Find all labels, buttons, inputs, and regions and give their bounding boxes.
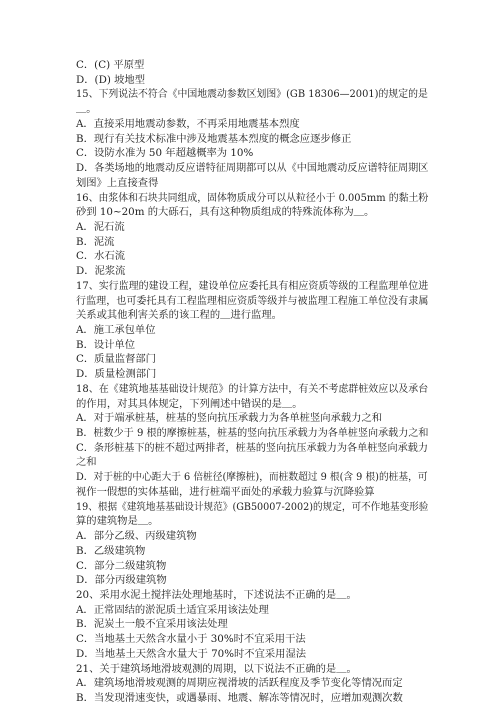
text-line: B．泥炭土一般不宜采用该法处理 bbox=[76, 618, 228, 631]
text-line: C．部分二级建筑物 bbox=[76, 559, 167, 572]
text-line: C．设防水准为 50 年超越概率为 10% bbox=[76, 147, 254, 160]
text-line: 19、根据《建筑地基基础设计规范》(GB50007-2002)的规定，可不作地基变形验 bbox=[76, 500, 429, 513]
text-line: D．各类场地的地震动反应谱特征周期都可以从《中国地震动反应谱特征周期区 bbox=[76, 162, 429, 174]
text-line: C．水石流 bbox=[76, 250, 126, 263]
text-line: 的作用，对其具体规定，下列阐述中错误的是＿。 bbox=[76, 397, 303, 410]
text-line: A．正常固结的淤泥质土适宜采用该法处理 bbox=[76, 603, 269, 616]
text-line: D．对于桩的中心距大于 6 倍桩径(摩擦桩)，而桩数超过 9 根(含 9 根)的桩基，可 bbox=[76, 471, 428, 484]
text-line: B．桩数少于 9 根的摩擦桩基，桩基的竖向抗压承载力为各单桩竖向承载力之和 bbox=[76, 427, 429, 439]
text-line: 行监理，也可委托具有工程监理相应资质等级并与被监理工程施工单位没有隶属 bbox=[76, 294, 429, 307]
text-line: 算的建筑物是＿。 bbox=[76, 515, 159, 528]
text-line: ＿。 bbox=[76, 103, 97, 116]
text-line: 之和 bbox=[76, 456, 97, 469]
text-line: 20、采用水泥土搅拌法处理地基时，下述说法不正确的是＿。 bbox=[76, 588, 357, 601]
text-line: 砂到 10~20m 的大砾石，具有这种物质组成的特殊流体称为＿。 bbox=[76, 206, 375, 219]
text-line: A．建筑场地滑坡观测的周期应视滑坡的活跃程度及季节变化等情况而定 bbox=[76, 677, 403, 690]
text-line: B．乙级建筑物 bbox=[76, 544, 146, 557]
text-line: 15、下列说法不符合《中国地震动参数区划图》(GB 18306—2001)的规定的是 bbox=[76, 88, 428, 101]
text-line: D．(D) 坡地型 bbox=[76, 73, 146, 86]
text-line: B．设计单位 bbox=[76, 338, 136, 351]
text-line: C．当地基土天然含水量小于 30%时不宜采用干法 bbox=[76, 633, 306, 646]
text-line: 关系或其他利害关系的该工程的＿进行监理。 bbox=[76, 309, 282, 322]
text-line: A．直接采用地震动参数，不再采用地震基本烈度 bbox=[76, 117, 300, 130]
text-line: A．施工承包单位 bbox=[76, 324, 156, 336]
text-line: 划图》上直接查得 bbox=[76, 176, 159, 189]
text-line: D．泥浆流 bbox=[76, 265, 126, 278]
text-line: B．当发现滑速变快，或遇暴雨、地震、解冻等情况时，应增加观测次数 bbox=[76, 692, 403, 704]
text-line: A．泥石流 bbox=[76, 220, 125, 233]
text-line: 21、关于建筑场地滑坡观测的周期，以下说法不正确的是＿。 bbox=[76, 662, 357, 675]
text-line: C．条形桩基下的桩不超过两排者，桩基的竖向抗压承载力为各单桩竖向承载力 bbox=[76, 441, 428, 454]
text-line: C．(C) 平原型 bbox=[76, 59, 145, 71]
text-line: D．质量检测部门 bbox=[76, 368, 157, 381]
text-line: A．对于端承桩基，桩基的竖向抗压承载力为各单桩竖向承载力之和 bbox=[76, 412, 383, 425]
text-line: C．质量监督部门 bbox=[76, 353, 156, 366]
text-line: A．部分乙级、丙级建筑物 bbox=[76, 530, 197, 542]
text-line: 视作一假想的实体基础，进行桩端平面处的承载力验算与沉降验算 bbox=[76, 485, 375, 498]
text-line: 18、在《建筑地基基础设计规范》的计算方法中，有关不考虑群桩效应以及承台 bbox=[76, 382, 429, 395]
text-line: D．部分丙级建筑物 bbox=[76, 574, 167, 587]
text-line: 17、实行监理的建设工程，建设单位应委托具有相应资质等级的工程监理单位进 bbox=[76, 279, 429, 292]
text-line: B．泥流 bbox=[76, 235, 115, 248]
text-line: D．当地基土天然含水量大于 70%时不宜采用湿法 bbox=[76, 647, 307, 660]
text-line: 16、由浆体和石块共同组成，固体物质成分可以从粒径小于 0.005mm 的黏土粉 bbox=[76, 191, 429, 204]
text-line: B．现行有关技术标准中涉及地震基本烈度的概念应逐步修正 bbox=[76, 132, 352, 145]
